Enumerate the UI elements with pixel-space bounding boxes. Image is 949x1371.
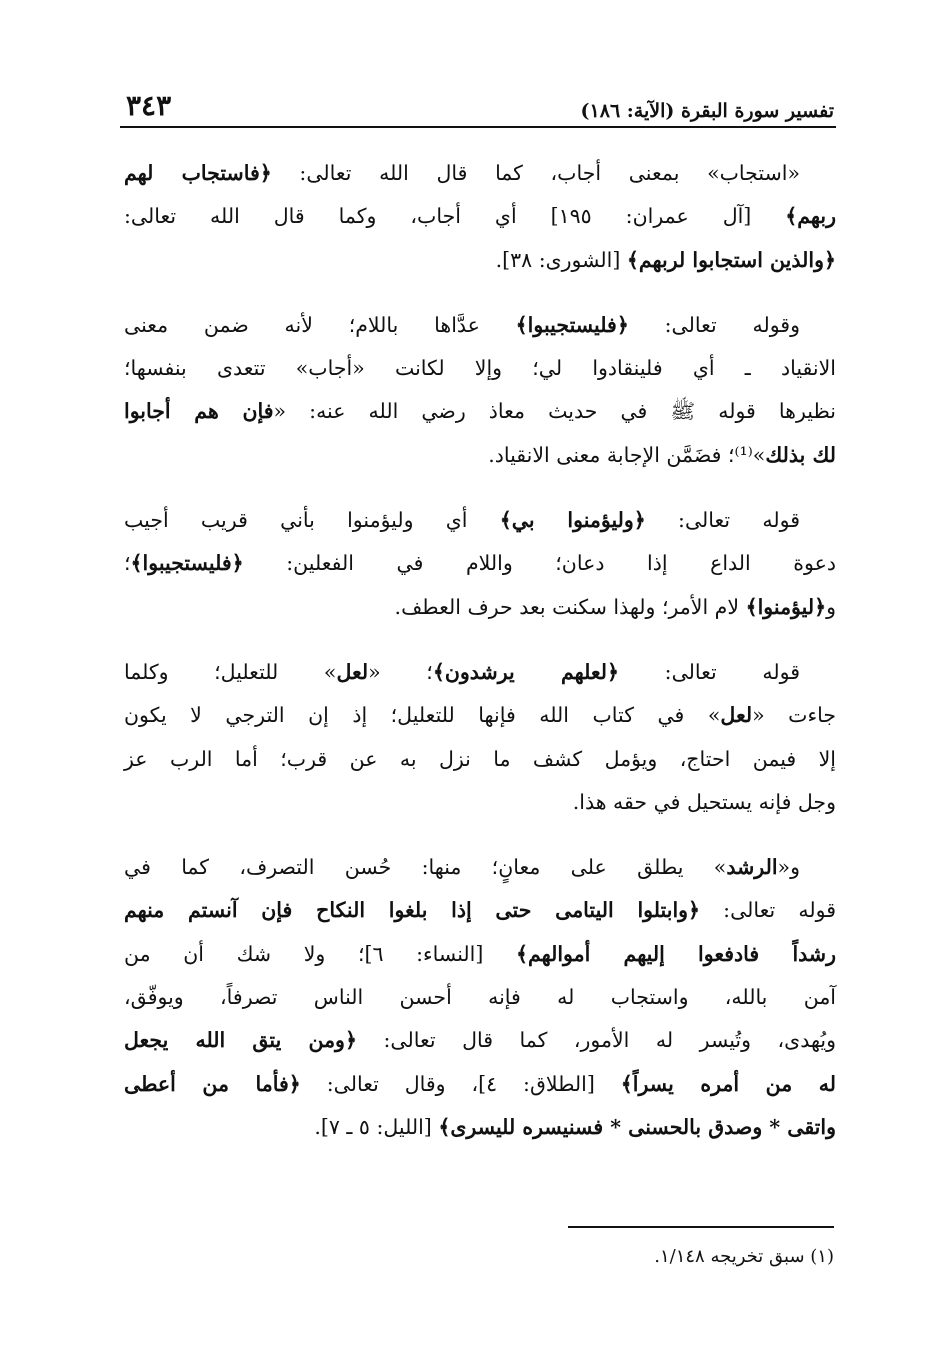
text-line [124, 499, 836, 542]
text-line [124, 152, 836, 195]
text-line [124, 933, 836, 976]
text-run: آمن بالله، واستجاب له فإنه أحسن الناس تصرفاً، ويوفّق، [124, 985, 836, 1010]
text-line [124, 1063, 836, 1106]
text-run: » في كتاب الله فإنها للتعليل؛ إذ إن الترجي لا يكون [124, 703, 721, 728]
text-run: جاءت « [752, 703, 836, 728]
quoted-verse: ﴿وليؤمنوا بي﴾ [499, 508, 646, 533]
text-line [124, 195, 836, 238]
text-line [124, 1106, 836, 1149]
text-run: الانقياد ـ أي فلينقادوا لي؛ وإلا لكانت «أجاب» تتعدى بنفسها؛ [124, 356, 836, 381]
text-run: » يطلق على معانٍ؛ منها: حُسن التصرف، كما في [124, 855, 727, 880]
text-run: [النساء: ٦]؛ ولا شك أن من [124, 941, 516, 966]
text-run: قوله تعالى: [645, 508, 800, 533]
text-line [124, 542, 836, 585]
quoted-verse: لعل [720, 703, 753, 728]
text-run: و« [777, 855, 800, 880]
text-run: [الليل: ٥ ـ ٧]. [314, 1114, 439, 1139]
quoted-verse: له من أمره يسراً﴾ [620, 1071, 836, 1096]
quoted-verse: فإن هم أجابوا [124, 399, 274, 424]
text-run: ويُهدى، وتُيسر له الأمور، كما قال تعالى: [356, 1028, 837, 1053]
quoted-verse: رشداً فادفعوا إليهم أموالهم﴾ [515, 941, 836, 966]
text-line [124, 1019, 836, 1062]
quoted-verse: واتقى * وصدق بالحسنى * فسنيسره لليسرى﴾ [438, 1114, 836, 1139]
footnote-divider [568, 1226, 834, 1228]
text-run: [الشورى: ٣٨]. [495, 247, 627, 272]
quoted-verse: ﴿وابتلوا اليتامى حتى إذا بلغوا النكاح فإن آنستم منهم [124, 898, 701, 923]
text-run: »⁽¹⁾؛ فضَمَّن الإجابة معنى الانقياد. [488, 442, 766, 467]
text-run: [آل عمران: ١٩٥] أي أجاب، وكما قال الله تعالى: [124, 204, 786, 229]
quoted-verse: ﴿والذين استجابوا لربهم﴾ [626, 247, 836, 272]
paragraph [124, 499, 836, 629]
text-run: و [826, 594, 836, 619]
quoted-verse: الرشد [726, 855, 778, 880]
quoted-verse: ﴿ليؤمنوا﴾ [745, 594, 827, 619]
text-run: وقوله تعالى: [628, 312, 801, 337]
quoted-verse: ﴿فاستجاب لهم [124, 161, 272, 185]
text-line [124, 651, 836, 694]
paragraph [124, 304, 836, 477]
quoted-verse: ربهم﴾ [785, 204, 836, 229]
page-number: ٣٤٣ [126, 89, 172, 122]
text-run: لام الأمر؛ ولهذا سكنت بعد حرف العطف. [394, 594, 746, 619]
text-line [124, 586, 836, 629]
quoted-verse: لك بذلك [765, 442, 836, 467]
text-run: أي وليؤمنوا بأني قريب أجيب [124, 508, 500, 533]
text-run: قوله تعالى: [619, 659, 800, 684]
text-run: قوله تعالى: [700, 898, 836, 923]
text-run: إلا فيمن احتاج، ويؤمل كشف ما نزل به عن قرب؛ أما الرب عز [124, 746, 836, 771]
text-line [124, 889, 836, 932]
text-line [124, 239, 836, 282]
body-text [124, 152, 836, 1171]
text-line [124, 846, 836, 889]
text-line [124, 304, 836, 347]
text-run: ؛ « [368, 659, 433, 684]
quoted-verse: ﴿فأما من أعطى [124, 1071, 301, 1096]
quoted-verse: ﴿فليستجيبوا﴾ [130, 551, 244, 576]
paragraph [124, 152, 836, 282]
text-run: [الطلاق: ٤]، وقال تعالى: [300, 1071, 621, 1096]
text-line [124, 738, 836, 781]
quoted-verse: ﴿ومن يتق الله يجعل [124, 1028, 357, 1053]
text-line [124, 781, 836, 824]
text-run: عدَّاها باللام؛ لأنه ضمن معنى [124, 312, 516, 337]
header-title: تفسير سورة البقرة (الآية: ١٨٦) [580, 100, 834, 122]
text-line [124, 976, 836, 1019]
text-run: نظيرها قوله ﷺ في حديث معاذ رضي الله عنه: « [273, 399, 837, 424]
text-run: دعوة الداع إذا دعان؛ واللام في الفعلين: [243, 551, 836, 576]
text-run: «استجاب» بمعنى أجاب، كما قال الله تعالى: [271, 161, 800, 185]
text-line [124, 390, 836, 433]
paragraph [124, 846, 836, 1149]
text-line [124, 434, 836, 477]
quoted-verse: لعل [336, 659, 369, 684]
quoted-verse: ﴿لعلهم يرشدون﴾ [432, 659, 620, 684]
header-divider [120, 126, 836, 128]
page-header [126, 86, 834, 122]
text-run: وجل فإنه يستحيل في حقه هذا. [572, 789, 836, 814]
quoted-verse: ﴿فليستجيبوا﴾ [515, 312, 629, 337]
text-line [124, 347, 836, 390]
paragraph [124, 651, 836, 824]
text-run: ؛ [124, 551, 131, 576]
text-run: » للتعليل؛ وكلما [124, 659, 337, 684]
footnote: (١) سبق تخريجه ١/١٤٨. [654, 1246, 834, 1267]
text-line [124, 694, 836, 737]
